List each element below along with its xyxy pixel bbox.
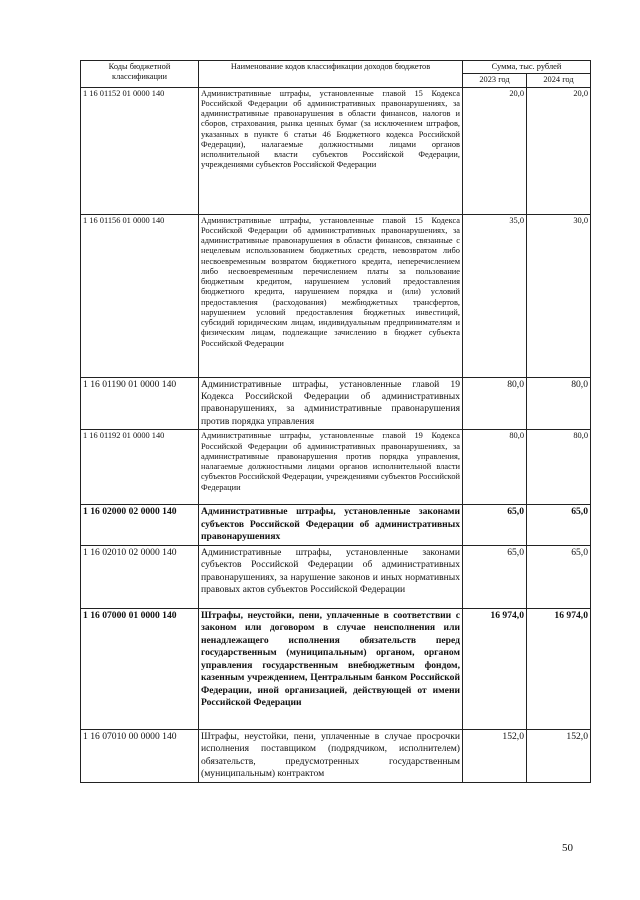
table-row — [81, 214, 591, 377]
row-value-2024: 65,0 — [527, 505, 591, 545]
row-value-2024: 80,0 — [527, 430, 591, 505]
row-value-2023: 35,0 — [463, 214, 527, 377]
row-value-2024: 65,0 — [527, 545, 591, 608]
row-name: Административные штрафы, установленные главой 19 Кодекса Российской Федерации об административных правонарушениях, за административные правонарушения против порядка управления, налагаемые должностными лицами органов исполнительной власти субъектов Российской Федерации, учреждениями субъектов Российской Федерации — [199, 430, 463, 505]
row-name: Административные штрафы, установленные главой 15 Кодекса Российской Федерации об административных правонарушениях, за административные правонарушения в области финансов, налогов и сборов, страхования, рынка ценных бумаг (за исключением штрафов, указанных в пункте 6 статьи 46 Бюджетного кодекса Российской Федерации), налагаемые должностными лицами органов исполнительной власти субъектов Российской Федерации, учреждениями субъектов Российской Федерации — [199, 87, 463, 214]
row-value-2023: 80,0 — [463, 377, 527, 430]
row-value-2024: 30,0 — [527, 214, 591, 377]
row-code: 1 16 01156 01 0000 140 — [81, 214, 199, 377]
row-value-2023: 80,0 — [463, 430, 527, 505]
row-code: 1 16 02010 02 0000 140 — [81, 545, 199, 608]
row-code: 1 16 02000 02 0000 140 — [81, 505, 199, 545]
table-row — [81, 87, 591, 214]
row-name: Административные штрафы, установленные законами субъектов Российской Федерации об административных правонарушениях — [199, 505, 463, 545]
row-value-2024: 152,0 — [527, 729, 591, 782]
page-number: 50 — [562, 842, 573, 854]
row-code: 1 16 01152 01 0000 140 — [81, 87, 199, 214]
row-code: 1 16 01192 01 0000 140 — [81, 430, 199, 505]
row-value-2023: 152,0 — [463, 729, 527, 782]
header-year-2024: 2024 год — [527, 74, 591, 87]
table-row — [81, 545, 591, 608]
row-name: Административные штрафы, установленные главой 19 Кодекса Российской Федерации об административных правонарушениях, за административные правонарушения против порядка управления — [199, 377, 463, 430]
table-row — [81, 430, 591, 505]
row-code: 1 16 07010 00 0000 140 — [81, 729, 199, 782]
row-value-2023: 16 974,0 — [463, 608, 527, 729]
row-code: 1 16 07000 01 0000 140 — [81, 608, 199, 729]
row-name: Штрафы, неустойки, пени, уплаченные в соответствии с законом или договором в случае неисполнения или ненадлежащего исполнения обязательств перед государственным (муниципальным) органом, органом управления государственным внебюджетным фондом, казенным учреждением, Центральным банком Российской Федерации, иной организацией, действующей от имени Российской Федерации — [199, 608, 463, 729]
row-value-2023: 65,0 — [463, 545, 527, 608]
row-value-2023: 20,0 — [463, 87, 527, 214]
header-code: Коды бюджетной классификации — [81, 61, 199, 88]
row-value-2024: 20,0 — [527, 87, 591, 214]
table-row — [81, 505, 591, 545]
row-code: 1 16 01190 01 0000 140 — [81, 377, 199, 430]
row-value-2024: 16 974,0 — [527, 608, 591, 729]
table-row — [81, 377, 591, 430]
header-sum: Сумма, тыс. рублей — [463, 61, 591, 74]
row-value-2024: 80,0 — [527, 377, 591, 430]
header-year-2023: 2023 год — [463, 74, 527, 87]
header-name: Наименование кодов классификации доходов бюджетов — [199, 61, 463, 88]
row-name: Административные штрафы, установленные главой 15 Кодекса Российской Федерации об административных правонарушениях, за административные правонарушения в области финансов, связанные с нецелевым использованием бюджетных средств, невозвратом либо несвоевременным возвратом бюджетного кредита, неперечислением либо несвоевременным перечислением платы за пользование бюджетным кредитом, нарушением условий предоставления бюджетного кредита, нарушением порядка и (или) условий предоставления (расходования) межбюджетных трансфертов, нарушением условий предоставления бюджетных инвестиций, субсидий юридическим лицам, индивидуальным предпринимателям и физическим лицам, подлежащие зачислению в бюджет субъекта Российской Федерации — [199, 214, 463, 377]
budget-table — [80, 60, 591, 783]
row-value-2023: 65,0 — [463, 505, 527, 545]
row-name: Административные штрафы, установленные законами субъектов Российской Федерации об административных правонарушениях, за нарушение законов и иных нормативных правовых актов субъектов Российской Федерации — [199, 545, 463, 608]
table-row — [81, 729, 591, 782]
table-row — [81, 608, 591, 729]
row-name: Штрафы, неустойки, пени, уплаченные в случае просрочки исполнения поставщиком (подрядчиком, исполнителем) обязательств, предусмотренных государственным (муниципальным) контрактом — [199, 729, 463, 782]
